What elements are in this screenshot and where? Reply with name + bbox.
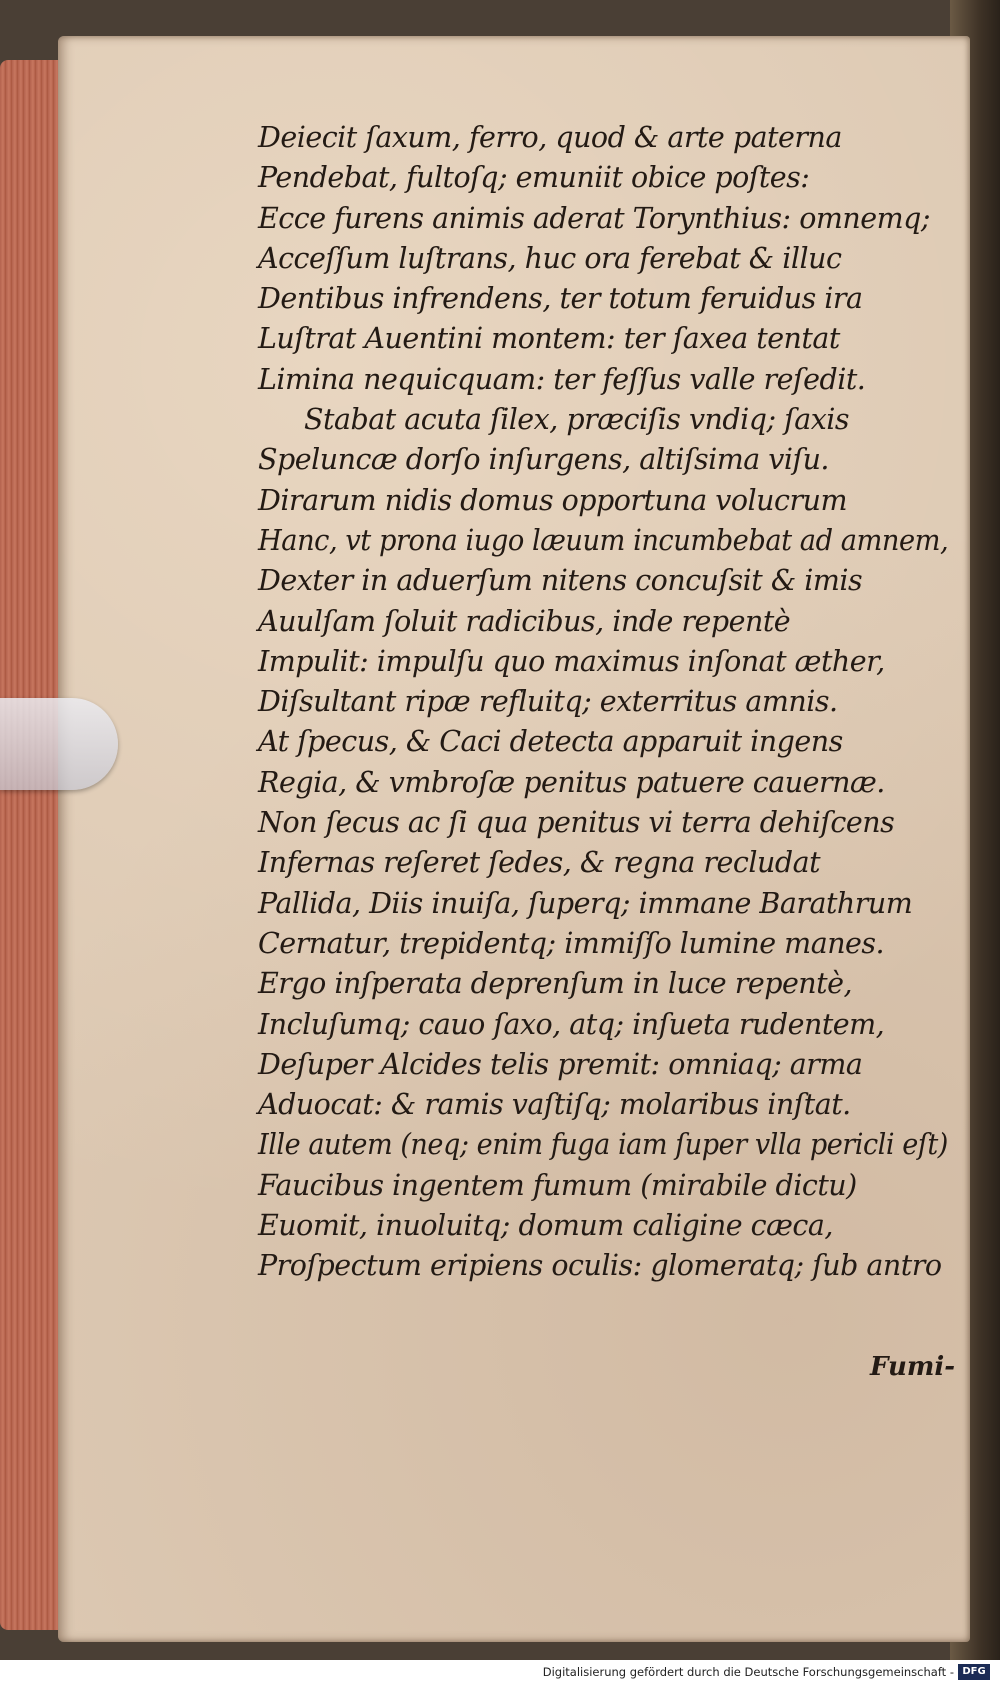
text-line: Speluncæ dorſo inſurgens, altiſsima viſu. <box>258 443 829 477</box>
text-line: Regia, & vmbroſæ penitus patuere cauernæ. <box>258 765 885 799</box>
text-line: Cernatur, trepidentq; immiſſo lumine manes. <box>258 926 885 960</box>
page-clip <box>0 698 118 790</box>
text-line: Auulſam ſoluit radicibus, inde repentè <box>258 604 791 638</box>
poem-text <box>258 118 958 1287</box>
text-line: Ecce furens animis aderat Torynthius: omnemq; <box>258 201 930 235</box>
text-line: Proſpectum eripiens oculis: glomeratq; ſub antro <box>258 1249 942 1283</box>
text-line: Stabat acuta ſilex, præciſis vndiq; ſaxis <box>304 403 850 437</box>
text-line: Aduocat: & ramis vaſtiſq; molaribus inſtat. <box>258 1088 851 1122</box>
text-line: Luſtrat Auentini montem: ter ſaxea tentat <box>258 322 840 356</box>
text-line: Diſsultant ripæ refluitq; exterritus amnis. <box>258 685 838 719</box>
text-line: Dexter in aduerſum nitens concuſsit & imis <box>258 564 863 598</box>
text-line: Incluſumq; cauo ſaxo, atq; inſueta rudentem, <box>258 1007 885 1041</box>
text-line: Limina nequicquam: ter feſſus valle reſedit. <box>258 362 866 396</box>
footer-bar <box>0 1660 1000 1686</box>
text-line: Deſuper Alcides telis premit: omniaq; arma <box>258 1047 863 1081</box>
text-line: Impulit: impulſu quo maximus inſonat æther, <box>258 644 885 678</box>
text-line: Ille autem (neq; enim fuga iam ſuper vlla pericli eſt) <box>258 1128 948 1162</box>
text-line: Hanc, vt prona iugo læuum incumbebat ad amnem, <box>258 523 949 557</box>
text-line: Pallida, Diis inuiſa, ſuperq; immane Barathrum <box>258 886 913 920</box>
funding-credit: Digitalisierung gefördert durch die Deutsche Forschungsgemeinschaft - <box>542 1665 954 1679</box>
text-line: Ergo inſperata deprenſum in luce repentè, <box>258 967 853 1001</box>
text-line: Infernas reſeret ſedes, & regna recludat <box>258 846 821 880</box>
text-line: Euomit, inuoluitq; domum caligine cæca, <box>258 1209 833 1243</box>
dfg-logo: DFG <box>958 1664 990 1680</box>
catchword: Fumi- <box>870 1352 956 1382</box>
text-line: Dirarum nidis domus opportuna volucrum <box>258 483 847 517</box>
text-line: Dentibus infrendens, ter totum feruidus ira <box>258 282 863 316</box>
text-line: Deiecit ſaxum, ferro, quod & arte paterna <box>258 121 842 154</box>
text-line: Pendebat, fultoſq; emuniit obice poſtes: <box>258 161 810 195</box>
text-line: Faucibus ingentem fumum (mirabile dictu) <box>258 1168 857 1202</box>
text-line: Non ſecus ac ſi qua penitus vi terra dehiſcens <box>258 806 895 840</box>
text-line: At ſpecus, & Caci detecta apparuit ingens <box>258 725 843 759</box>
text-line: Acceſſum luſtrans, huc ora ferebat & illuc <box>258 241 842 275</box>
